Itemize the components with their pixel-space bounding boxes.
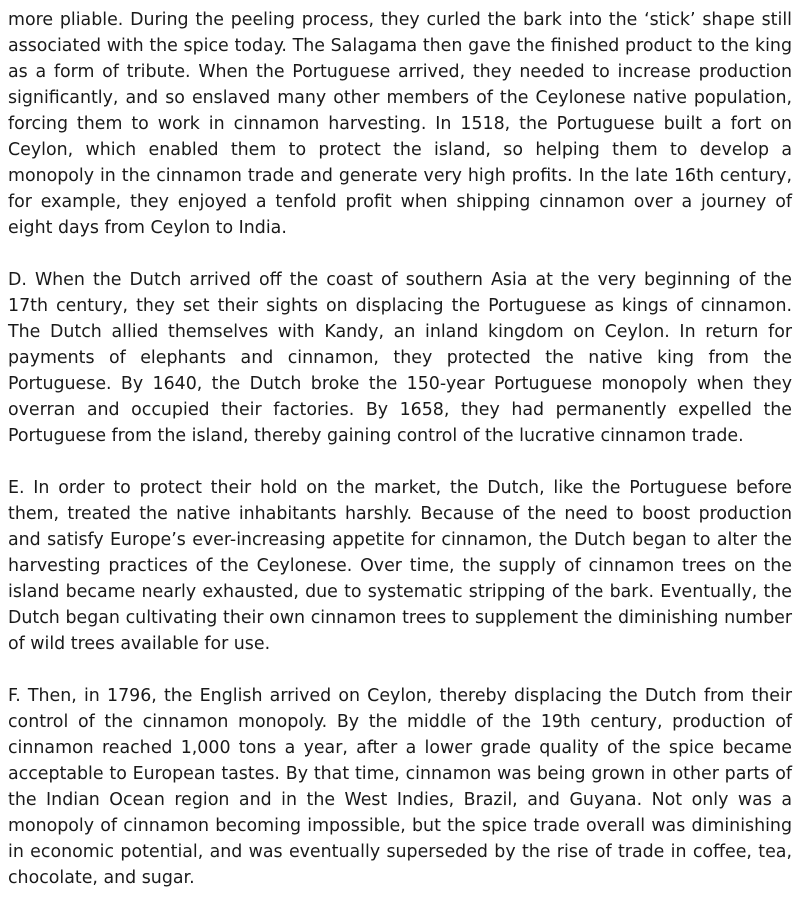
paragraph-d: D. When the Dutch arrived off the coast of southern Asia at the very beginning of the 17th century, they set their sights on displacing the Portuguese as kings of cinnamon. The Dutch allied themselves with Kandy, an inland kingdom on Ceylon. In return for payments of elephants and cinnamon, they protected the native king from the Portuguese. By 1640, the Dutch broke the 150-year Portuguese monopoly when they overran and occupied their factories. By 1658, they had permanently expelled the Portuguese from the island, thereby gaining control of the lucrative cinnamon trade. (8, 270, 792, 446)
paragraph-f: F. Then, in 1796, the English arrived on Ceylon, thereby displacing the Dutch from their control of the cinnamon monopoly. By the middle of the 19th century, production of cinnamon reached 1,000 tons a year, after a lower grade quality of the spice became acceptable to European tastes. By that time, cinnamon was being grown in other parts of the Indian Ocean region and in the West Indies, Brazil, and Guyana. Not only was a monopoly of cinnamon becoming impossible, but the spice trade overall was diminishing in economic potential, and was eventually superseded by the rise of trade in coffee, tea, chocolate, and sugar. (8, 686, 792, 888)
paragraph-c-continued: more pliable. During the peeling process, they curled the bark into the ‘stick’ shape still associated with the spice today. The Salagama then gave the finished product to the king as a form of tribute. When the Portuguese arrived, they needed to increase production significantly, and so enslaved many other members of the Ceylonese native population, forcing them to work in cinnamon harvesting. In 1518, the Portuguese built a fort on Ceylon, which enabled them to protect the island, so helping them to develop a monopoly in the cinnamon trade and generate very high profits. In the late 16th century, for example, they enjoyed a tenfold profit when shipping cinnamon over a journey of eight days from Ceylon to India. (8, 10, 792, 238)
document-body (8, 7, 792, 917)
paragraph-e: E. In order to protect their hold on the market, the Dutch, like the Portuguese before them, treated the native inhabitants harshly. Because of the need to boost production and satisfy Europe’s ever-increasing appetite for cinnamon, the Dutch began to alter the harvesting practices of the Ceylonese. Over time, the supply of cinnamon trees on the island became nearly exhausted, due to systematic stripping of the bark. Eventually, the Dutch began cultivating their own cinnamon trees to supplement the diminishing number of wild trees available for use. (8, 478, 792, 654)
